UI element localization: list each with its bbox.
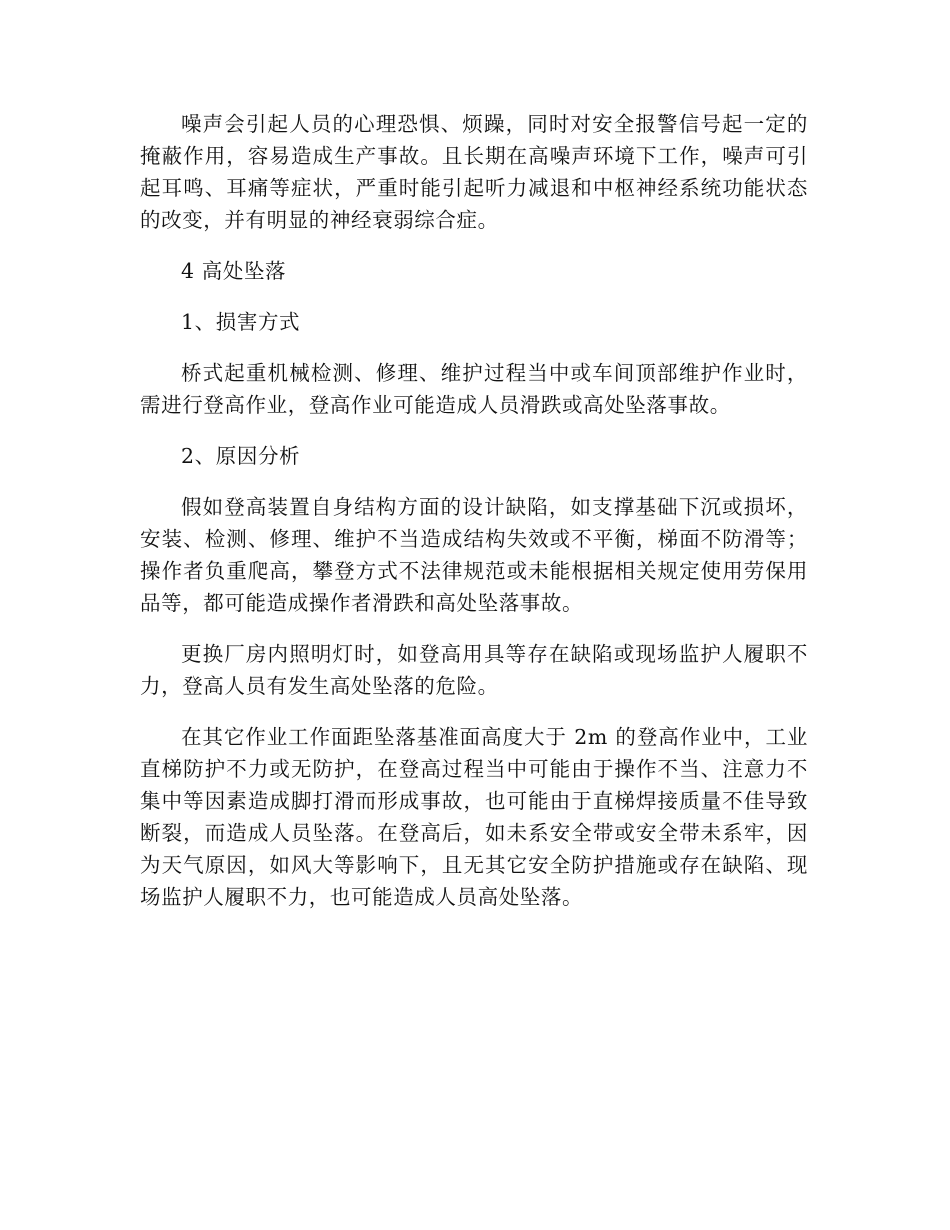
subheading-injury-mode: 1、损害方式 bbox=[181, 310, 301, 334]
paragraph-cause-ladder-work: 在其它作业工作面距坠落基准面高度大于 2m 的登高作业中，工业直梯防护不力或无防护，在登高过程当中可能由于操作不当、注意力不集中等因素造成脚打滑而形成事故，也可能由于直梯焊接质量不佳导致断裂，而造成人员坠落。在登高后，如未系安全带或安全带未系牢，因为天气原因，如风大等影响下，且无其它安全防护措施或存在缺陷、现场监护人履职不力，也可能造成人员高处坠落。 bbox=[140, 725, 808, 909]
subheading-cause-analysis: 2、原因分析 bbox=[181, 444, 301, 468]
paragraph-cause-design-defects: 假如登高装置自身结构方面的设计缺陷，如支撑基础下沉或损坏，安装、检测、修理、维护不当造成结构失效或不平衡，梯面不防滑等；操作者负重爬高，攀登方式不法律规范或未能根据相关规定使用劳保用品等，都可能造成操作者滑跌和高处坠落事故。 bbox=[140, 495, 808, 615]
section-heading-fall-from-height: 4 高处坠落 bbox=[181, 259, 287, 283]
paragraph-noise-effects: 噪声会引起人员的心理恐惧、烦躁，同时对安全报警信号起一定的掩蔽作用，容易造成生产事故。且长期在高噪声环境下工作，噪声可引起耳鸣、耳痛等症状，严重时能引起听力减退和中枢神经系统功能状态的改变，并有明显的神经衰弱综合症。 bbox=[140, 112, 808, 232]
paragraph-injury-mode: 桥式起重机械检测、修理、维护过程当中或车间顶部维护作业时，需进行登高作业，登高作业可能造成人员滑跌或高处坠落事故。 bbox=[140, 361, 808, 417]
paragraph-cause-lamp-replacement: 更换厂房内照明灯时，如登高用具等存在缺陷或现场监护人履职不力，登高人员有发生高处坠落的危险。 bbox=[140, 642, 808, 698]
document-body bbox=[140, 108, 808, 932]
